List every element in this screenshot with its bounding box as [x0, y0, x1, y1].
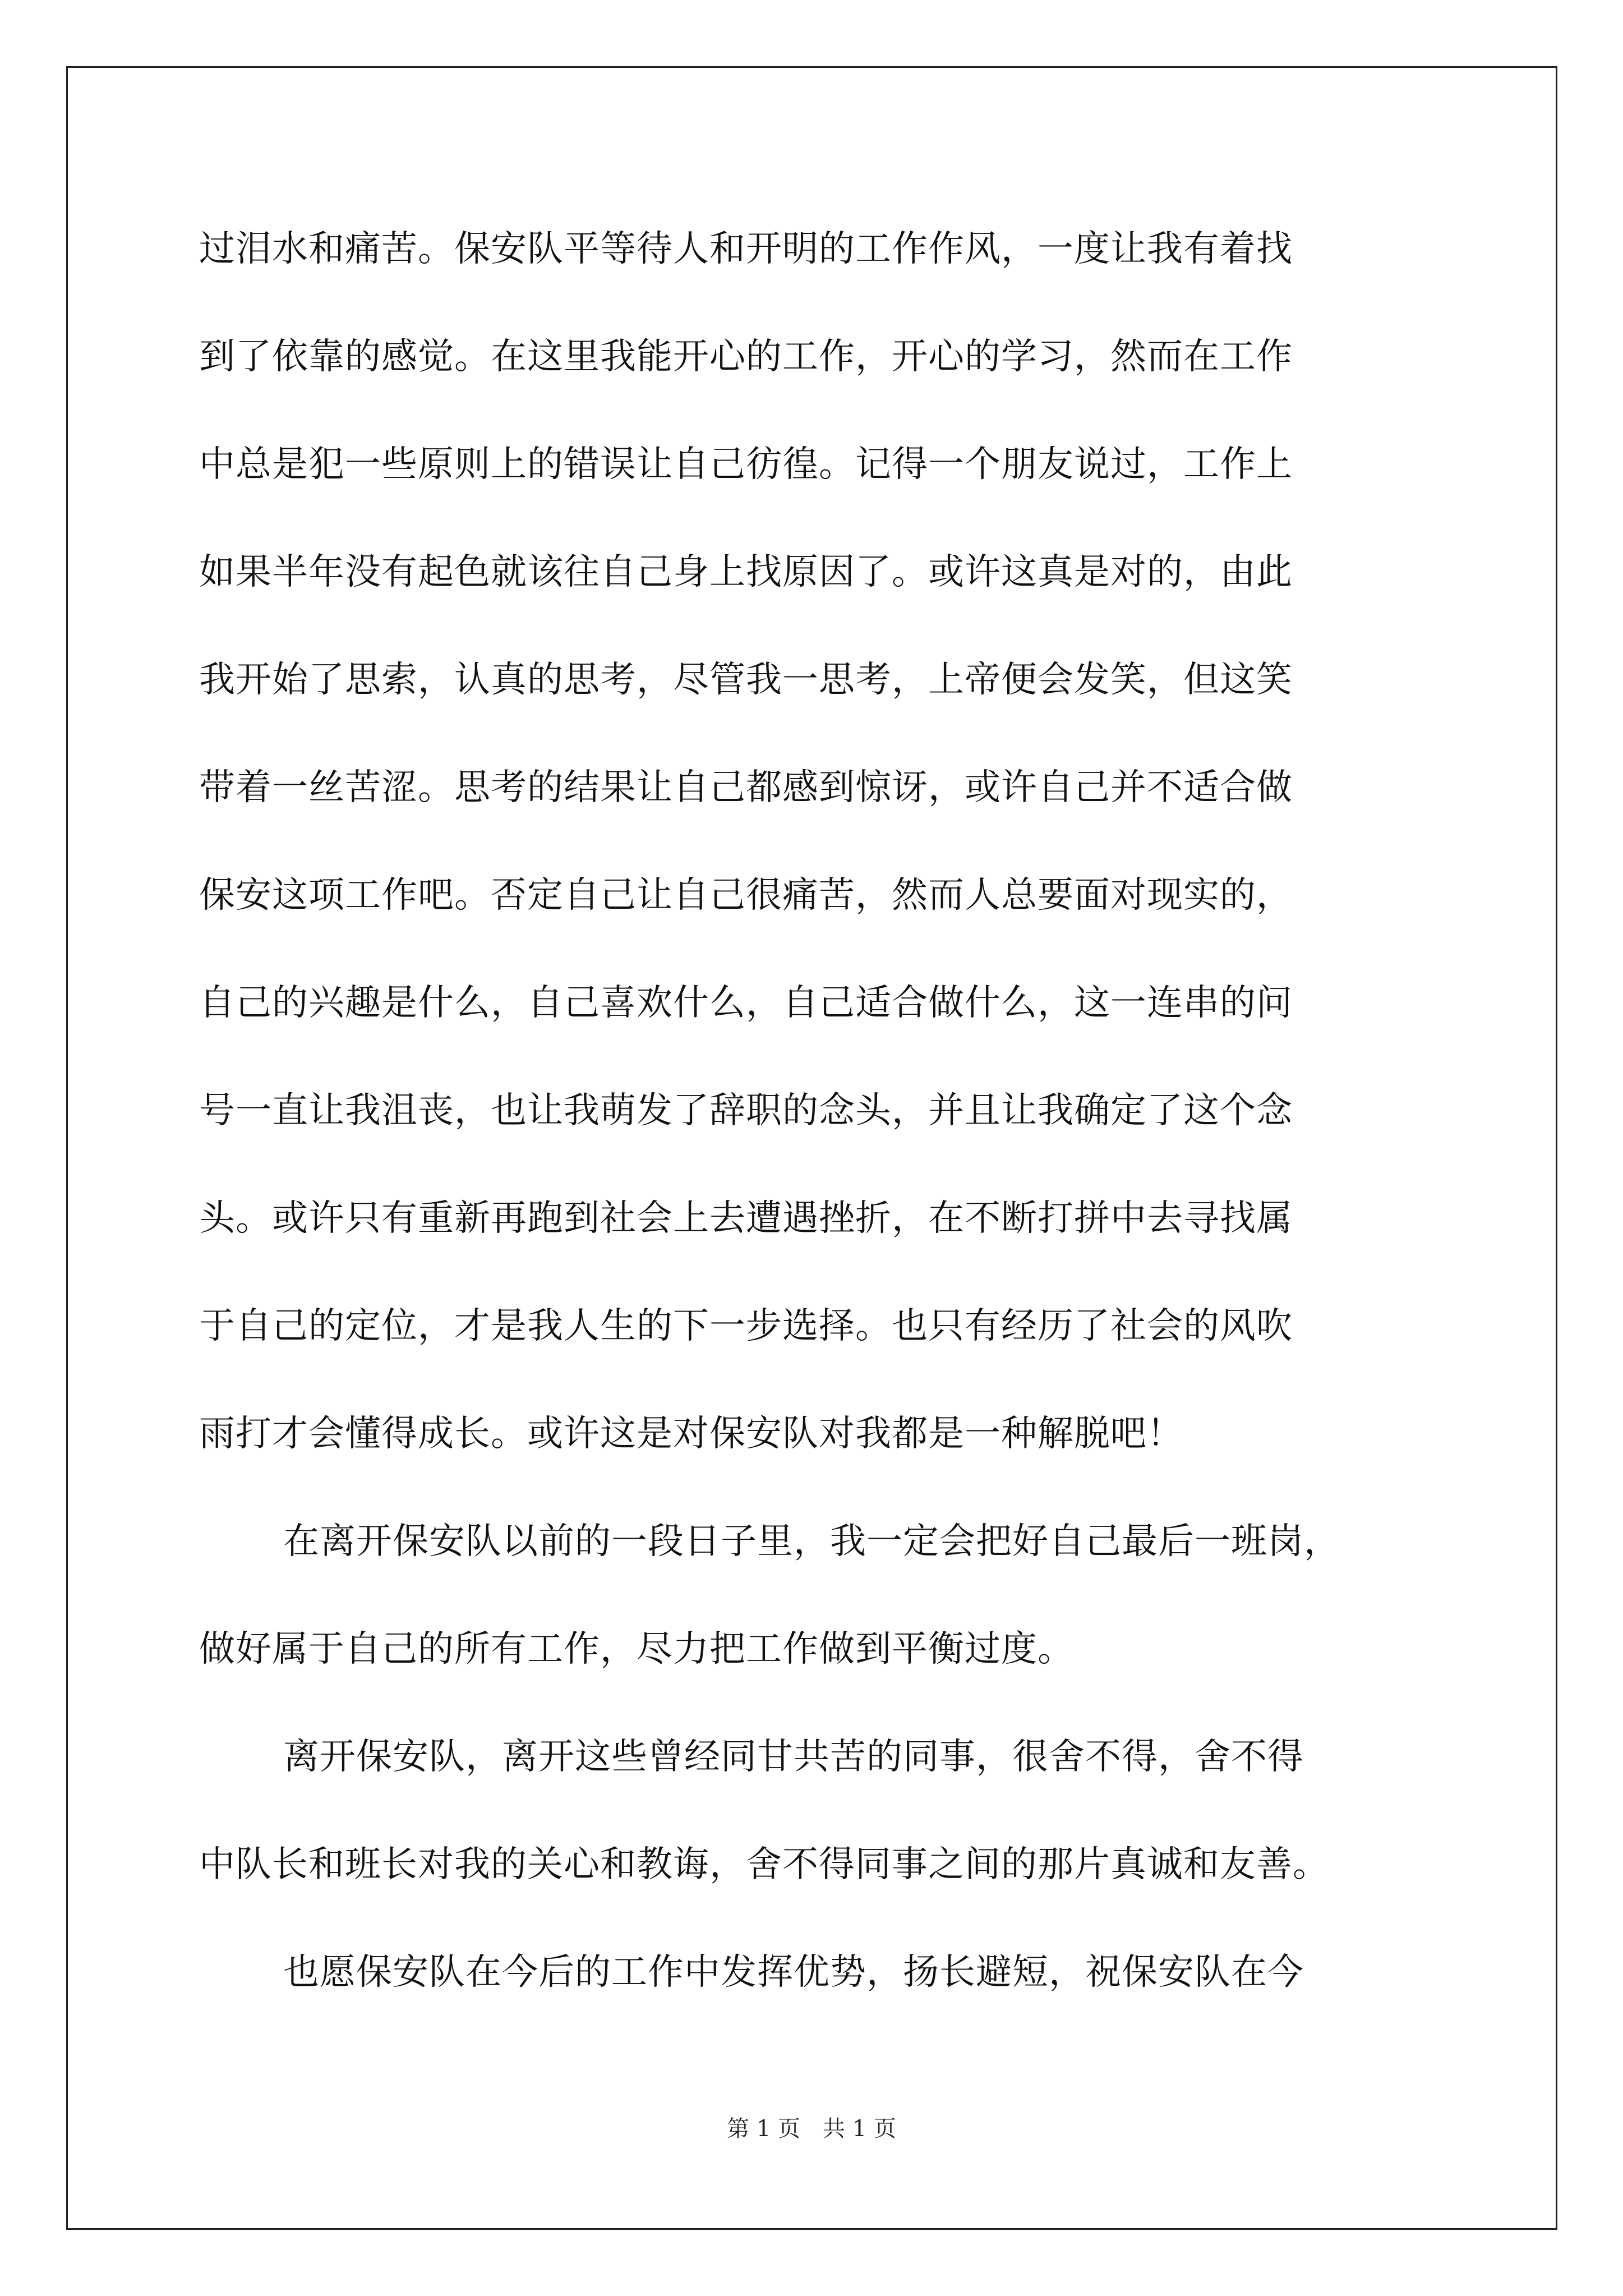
body-line-16: 中队长和班长对我的关心和教诲，舍不得同事之间的那片真诚和友善。: [199, 1844, 1329, 1885]
body-line-13: 在离开保安队以前的一段日子里，我一定会把好自己最后一班岗，: [283, 1521, 1340, 1562]
body-line-1: 过泪水和痛苦。保安队平等待人和开明的工作作风，一度让我有着找: [199, 228, 1293, 270]
body-line-2: 到了依靠的感觉。在这里我能开心的工作，开心的学习，然而在工作: [199, 336, 1293, 378]
body-line-5: 我开始了思索，认真的思考，尽管我一思考，上帝便会发笑，但这笑: [199, 659, 1293, 701]
body-line-11: 于自己的定位，才是我人生的下一步选择。也只有经历了社会的风吹: [199, 1305, 1293, 1347]
body-line-3: 中总是犯一些原则上的错误让自己彷徨。记得一个朋友说过，工作上: [199, 444, 1293, 485]
body-line-12: 雨打才会懂得成长。或许这是对保安队对我都是一种解脱吧！: [199, 1413, 1183, 1455]
body-line-6: 带着一丝苦涩。思考的结果让自己都感到惊讶，或许自己并不适合做: [199, 767, 1293, 808]
body-line-7: 保安这项工作吧。否定自己让自己很痛苦，然而人总要面对现实的，: [199, 875, 1293, 916]
body-line-10: 头。或许只有重新再跑到社会上去遭遇挫折，在不断打拼中去寻找属: [199, 1198, 1293, 1239]
body-line-9: 号一直让我沮丧，也让我萌发了辞职的念头，并且让我确定了这个念: [199, 1090, 1293, 1131]
body-line-17: 也愿保安队在今后的工作中发挥优势，扬长避短，祝保安队在今: [283, 1952, 1304, 1993]
body-line-8: 自己的兴趣是什么，自己喜欢什么，自己适合做什么，这一连串的问: [199, 982, 1293, 1024]
page-border: [66, 66, 1557, 2230]
body-line-4: 如果半年没有起色就该往自己身上找原因了。或许这真是对的，由此: [199, 551, 1293, 593]
page-number-footer: 第 1 页 共 1 页: [727, 2116, 896, 2142]
body-line-15: 离开保安队，离开这些曾经同甘共苦的同事，很舍不得，舍不得: [283, 1736, 1304, 1778]
body-line-14: 做好属于自己的所有工作，尽力把工作做到平衡过度。: [199, 1628, 1074, 1670]
